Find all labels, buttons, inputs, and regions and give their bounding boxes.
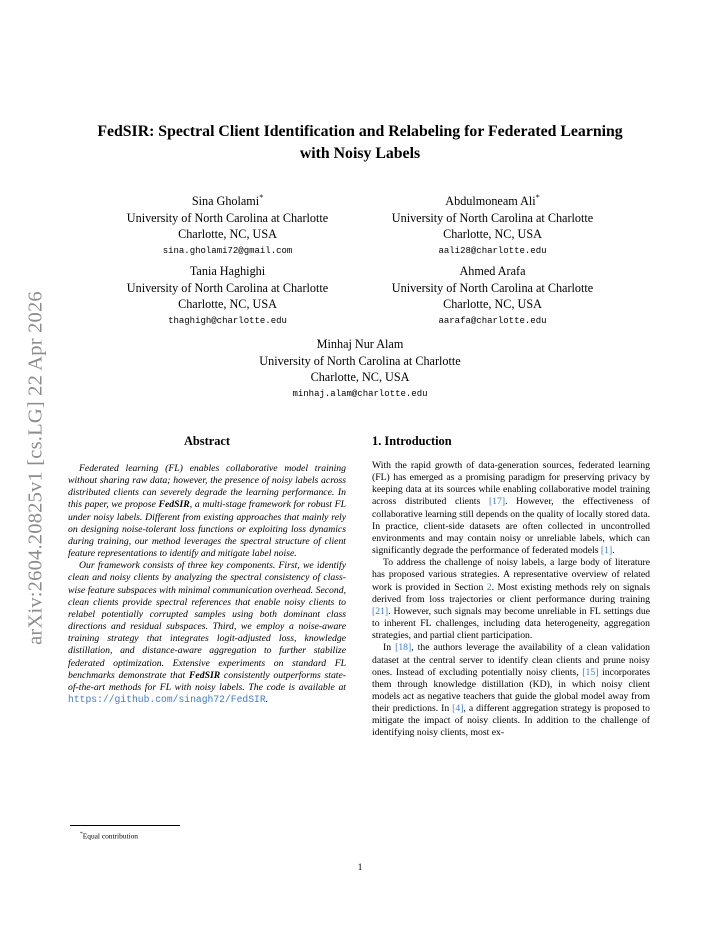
author-email[interactable]: aarafa@charlotte.edu: [438, 315, 547, 326]
method-name: FedSIR: [188, 669, 221, 681]
citation-link[interactable]: [1]: [600, 545, 613, 557]
author-affiliation: University of North Carolina at Charlotte: [391, 280, 594, 295]
citation-link[interactable]: [18]: [395, 642, 412, 654]
author-location: Charlotte, NC, USA: [310, 370, 410, 384]
author-name: Tania Haghighi: [189, 264, 266, 278]
paper-title: [60, 121, 660, 165]
equal-contribution-mark: *: [259, 193, 264, 202]
equal-contribution-mark: *: [535, 193, 540, 202]
author-block: [210, 336, 510, 402]
author-name: Abdulmoneam Ali*: [445, 193, 540, 209]
author-email[interactable]: minhaj.alam@charlotte.edu: [292, 388, 428, 399]
author-name: Ahmed Arafa: [459, 264, 526, 278]
abstract-paragraph: Our framework consists of three key components. First, we identify clean and noisy clients by analyzing the spectral consistency of class-wise feature subspaces with minimal communication overhead. Second, clean clients provide spectral references that enable noisy clients to relabel potentially corrupted samples using both dominant class directions and residual subspaces. Third, we employ a noise-aware training strategy that integrates logit-adjusted loss, knowledge distillation, and distance-aware aggregation to further stabilize federated optimization. Extensive experiments on standard FL benchmarks demonstrate that FedSIR consistently outperforms state-of-the-art methods for FL with noisy labels. The code is available at https://github.com/sinagh72/FedSIR.: [68, 560, 347, 705]
arxiv-sidebar-stamp: [16, 260, 56, 675]
footnote-rule: [70, 825, 180, 826]
citation-link[interactable]: [21]: [372, 605, 389, 617]
page-number: 1: [357, 862, 363, 873]
author-location: Charlotte, NC, USA: [443, 227, 542, 242]
body-paragraph: With the rapid growth of data-generation sources, federated learning (FL) has emerged as a promising paradigm for preserving privacy by keeping data at its sources while enabling collaborative model training across distributed clients [17]. However, the effectiveness of collaborative learning still depends on the quality of locally stored data. In practice, client-side datasets are often collected in uncontrolled environments and may contain noisy or unreliable labels, which can significantly degrade the performance of federated models [1].: [372, 460, 650, 557]
author-affiliation: University of North Carolina at Charlotte: [259, 353, 461, 368]
section-link[interactable]: 2: [486, 581, 492, 593]
author-block: [365, 190, 620, 259]
author-affiliation: University of North Carolina at Charlotte: [126, 280, 329, 295]
author-affiliation: University of North Carolina at Charlotte: [391, 210, 594, 225]
arxiv-id: arXiv:2604.20825v1 [cs.LG] 22 Apr 2026: [24, 290, 47, 645]
author-affiliation: University of North Carolina at Charlotte: [126, 210, 329, 225]
author-block: [100, 190, 355, 259]
abstract-paragraph: Federated learning (FL) enables collaborative model training without sharing raw data; however, the presence of noisy labels across distributed clients can severely degrade the learning performance. In this paper, we propose FedSIR, a multi-stage framework for robust FL under noisy labels. Different from existing approaches that mainly rely on designing noise-tolerant loss functions or exploiting loss dynamics during training, our method leverages the spectral structure of client feature representations to identify and mitigate label noise.: [68, 463, 346, 560]
author-location: Charlotte, NC, USA: [178, 297, 277, 311]
author-email[interactable]: aali28@charlotte.edu: [438, 245, 547, 256]
author-email[interactable]: sina.gholami72@gmail.com: [162, 245, 293, 256]
abstract-section: [68, 432, 346, 706]
author-block: [365, 263, 620, 329]
author-location: Charlotte, NC, USA: [443, 297, 542, 311]
author-block: [100, 263, 355, 329]
section-heading: 1. Introduction: [372, 434, 452, 448]
method-name: FedSIR: [158, 499, 190, 511]
body-paragraph: To address the challenge of noisy labels, a large body of literature has proposed various strategies. A representative overview of related work is provided in Section 2. Most existing methods rely on signals derived from loss trajectories or client performance during training [21]. However, such signals may become unreliable in FL settings due to inherent FL challenges, including data heterogeneity, aggregation strategies, and partial client participation.: [372, 557, 650, 642]
author-name: Minhaj Nur Alam: [316, 337, 404, 351]
footnote: *Equal contribution: [80, 831, 138, 841]
body-paragraph: In [18], the authors leverage the availability of a clean validation dataset at the central server to identify clean clients and prune noisy ones. Instead of excluding potentially noisy clients, [15] incorporates them through knowledge distillation (KD), in which noisy client models act as negative teachers that guide the global model away from their predictions. In [4], a different aggregation strategy is proposed to mitigate the impact of noisy clients. In addition to the challenge of identifying noisy clients, most ex-: [372, 642, 650, 739]
citation-link[interactable]: [17]: [488, 496, 506, 508]
abstract-heading: Abstract: [183, 434, 231, 448]
title-line-2: with Noisy Labels: [299, 145, 421, 162]
author-name: Sina Gholami*: [191, 193, 264, 209]
citation-link[interactable]: [15]: [582, 666, 599, 678]
code-link[interactable]: https://github.com/sinagh72/FedSIR: [68, 693, 266, 705]
citation-link[interactable]: [4]: [452, 703, 464, 715]
author-email[interactable]: thaghigh@charlotte.edu: [168, 315, 287, 326]
footnote-mark: *: [80, 831, 83, 837]
title-line-1: FedSIR: Spectral Client Identification and Relabeling for Federated Learning: [97, 123, 623, 140]
introduction-section: [372, 432, 650, 740]
author-location: Charlotte, NC, USA: [178, 227, 277, 242]
